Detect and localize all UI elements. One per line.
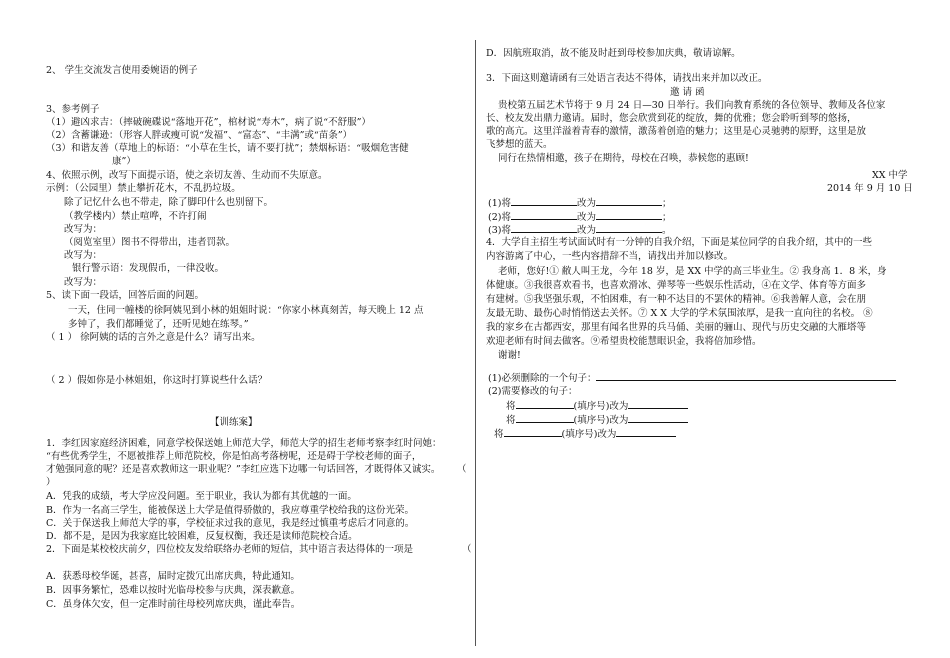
question-1-option-d: D．都不是，是因为我家庭比较困难，反复权衡，我还是读师范院校合适。 xyxy=(46,531,358,542)
fix-2-end: ； xyxy=(661,212,672,223)
question-1-line-2: “有些优秀学生，不愿被推荐上师范院校，你是怕高考落榜呢，还是碍于学校老师的面子， xyxy=(46,451,422,462)
training-heading: 【训练案】 xyxy=(210,417,258,428)
section-4-example-answer: 除了记忆什么也不带走，除了脚印什么也别留下。 xyxy=(64,197,274,208)
question-1-option-b: B．作为一名高三学生，能被保送上大学是值得骄傲的，我应尊重学校给我的这份光荣。 xyxy=(46,505,414,516)
self-intro-thanks: 谢谢! xyxy=(498,350,521,361)
fix-3-end: 。 xyxy=(661,225,672,236)
answer-paren-open: （ xyxy=(457,464,467,475)
invitation-title: 邀 请 函 xyxy=(670,87,705,98)
question-1-line-3: 才勉强同意的呢？还是喜欢教师这一职业呢？”李红应选下边哪一句话回答，才既得体又诚实。 xyxy=(46,464,441,475)
self-intro-2: 体健康。③我很喜欢看书，也喜欢滑冰、弹琴等一些娱乐性活动，④在文学、体育等方面多 xyxy=(486,280,867,291)
section-5-question-2: （ 2 ）假如你是小林姐姐，你这时打算说些什么话？ xyxy=(46,375,268,386)
question-2-paren: （ xyxy=(462,544,472,555)
section-4-example: 示例：（公园里）禁止攀折花木，不乱扔垃圾。 xyxy=(46,183,241,194)
prompt-1: （教学楼内）禁止喧哗，不许打闹 xyxy=(64,211,207,222)
fix-1-mid: 改为 xyxy=(576,198,596,209)
answer-delete-blank[interactable] xyxy=(596,371,896,381)
section-5-passage-2: 多钟了，我们都睡觉了，还听见她在练琴。” xyxy=(68,319,249,330)
invitation-body-1: 贵校第五届艺术节将于 9 月 24 日—30 日举行。我们向教育系统的各位领导、教师及各位家 xyxy=(498,100,886,111)
self-intro-4: 友最无助、最伤心时悄悄送去关怀。⑦ X X 大学的学术氛围浓厚，是我一直向往的名校。 ⑧ xyxy=(486,308,873,319)
question-2-option-c: C．虽身体欠安，但一定准时前往母校列席庆典，谨此奉告。 xyxy=(46,599,301,610)
modify-2-serial-label: (填序号)改为 xyxy=(573,415,629,426)
question-4-line-2: 内容游离了中心，一些内容措辞不当，请找出并加以修改。 xyxy=(486,251,734,262)
invitation-body-4: 飞梦想的蓝天。 xyxy=(486,139,553,150)
question-4-line-1: 4．大学自主招生考试面试时有一分钟的自我介绍，下面是某位同学的自我介绍，其中的一些 xyxy=(486,237,873,248)
section-3-heading: 3、参考例子 xyxy=(46,104,100,115)
answer-modify-line-3 xyxy=(494,427,676,441)
modify-3-serial-label: (填序号)改为 xyxy=(561,429,617,440)
prompt-3: 银行警示语：发现假币，一律没收。 xyxy=(72,263,225,274)
column-divider xyxy=(475,40,476,646)
fix-3-mid: 改为 xyxy=(576,225,596,236)
self-intro-6: 欢迎老师有时间去做客。⑨希望贵校能慧眼识金，我将倍加珍惜。 xyxy=(486,336,762,347)
answer-modify-line-1 xyxy=(506,399,688,413)
modify-2-prefix: 将 xyxy=(506,415,516,426)
fix-2-blank-a[interactable] xyxy=(511,210,577,220)
answer-modify-label: (2)需要修改的句子： xyxy=(488,386,578,397)
fix-2-blank-b[interactable] xyxy=(596,210,662,220)
example-item-3: （3）和谐友善（草地上的标语：“小草在生长，请不要打扰”；禁烟标语：“吸烟危害健 xyxy=(46,143,409,154)
prompt-2: （阅览室里）图书不得带出，违者罚款。 xyxy=(64,237,236,248)
fix-line-2 xyxy=(488,210,672,224)
rewrite-label-2: 改写为： xyxy=(64,250,103,261)
fix-3-prefix: (3)将 xyxy=(488,225,511,236)
fix-2-mid: 改为 xyxy=(576,212,596,223)
fix-2-prefix: (2)将 xyxy=(488,212,511,223)
example-item-2: （2）含蓄谦逊：（形容人胖或瘦可说“发福”、“富态”、“丰满”或“苗条”） xyxy=(46,130,353,141)
invitation-date: 2014 年 9 月 10 日 xyxy=(827,183,913,194)
self-intro-5: 我的家乡在古都西安，那里有闻名世界的兵马俑、美丽的骊山、现代与历史交融的大雁塔等 xyxy=(486,322,867,333)
modify-1-serial-label: (填序号)改为 xyxy=(573,401,629,412)
fix-3-blank-a[interactable] xyxy=(511,223,577,233)
self-intro-3: 有建树。⑤我坚强乐观，不怕困难，有一种不达目的不罢休的精神。⑥我善解人意，会在朋 xyxy=(486,294,867,305)
invitation-body-3: 歌的高亢。这里洋溢着青春的激情，激荡着创造的魅力；这里是心灵驰骋的原野，这里是放 xyxy=(486,126,867,137)
section-2-heading: 2、 学生交流发言使用委婉语的例子 xyxy=(46,65,198,76)
modify-1-text-blank[interactable] xyxy=(628,399,688,409)
modify-3-text-blank[interactable] xyxy=(616,427,676,437)
fix-1-blank-a[interactable] xyxy=(511,196,577,206)
answer-delete-line xyxy=(488,371,896,385)
invitation-signature: XX 中学 xyxy=(872,170,908,181)
answer-delete-label: (1)必须删除的一个句子： xyxy=(488,373,597,384)
question-2-option-a: A．获悉母校华诞，甚喜，届时定拨冗出席庆典，特此通知。 xyxy=(46,571,300,582)
section-4-heading: 4、依照示例，改写下面提示语，使之亲切友善、生动而不失原意。 xyxy=(46,170,328,181)
answer-paren-close: ） xyxy=(46,477,56,488)
modify-1-serial-blank[interactable] xyxy=(516,399,574,409)
invitation-body-2: 长、校友发出鼎力邀请。届时，您会欣赏到花的绽放，舞的优雅；您会聆听到琴的悠扬， xyxy=(486,113,857,124)
fix-1-blank-b[interactable] xyxy=(596,196,662,206)
invitation-body-5: 同行在热情相邀，孩子在期待，母校在召唤，恭候您的惠顾! xyxy=(498,153,749,164)
modify-3-serial-blank[interactable] xyxy=(504,427,562,437)
fix-line-3 xyxy=(488,223,672,237)
answer-modify-line-2 xyxy=(506,413,688,427)
question-1-line-1: 1．李红因家庭经济困难，同意学校保送她上师范大学，师范大学的招生老师考察李红时问她： xyxy=(46,438,442,449)
fix-3-blank-b[interactable] xyxy=(596,223,662,233)
section-5-heading: 5、读下面一段话，回答后面的问题。 xyxy=(46,290,205,301)
example-item-1: （1）避凶求吉：（摔破碗碟说“落地开花”，棺材说“寿木”，病了说“不舒服”） xyxy=(46,117,371,128)
modify-3-prefix: 将 xyxy=(494,429,504,440)
modify-2-serial-blank[interactable] xyxy=(516,413,574,423)
rewrite-label-3: 改写为： xyxy=(64,277,103,288)
modify-1-prefix: 将 xyxy=(506,401,516,412)
fix-1-prefix: (1)将 xyxy=(488,198,511,209)
question-2-stem: 2．下面是某校校庆前夕，四位校友发给联络办老师的短信，其中语言表达得体的一项是 xyxy=(46,544,414,555)
self-intro-1: 老师，您好!① 敝人叫王龙，今年 18 岁，是 XX 中学的高三毕业生。② 我身高 1．8 米，身 xyxy=(498,266,887,277)
fix-line-1 xyxy=(488,196,672,210)
question-1-option-c: C．关于保送我上师范大学的事，学校征求过我的意见，我是经过慎重考虑后才同意的。 xyxy=(46,518,415,529)
question-3-stem: 3．下面这则邀请函有三处语言表达不得体，请找出来并加以改正。 xyxy=(486,73,768,84)
section-5-passage-1: 一天，住同一幢楼的徐阿姨见到小林的姐姐时说：“你家小林真刻苦，每天晚上 12 点 xyxy=(68,305,424,316)
question-2-option-d: D．因航班取消，故不能及时赶到母校参加庆典，敬请谅解。 xyxy=(486,48,741,59)
fix-1-end: ； xyxy=(661,198,672,209)
rewrite-label-1: 改写为： xyxy=(64,224,103,235)
example-item-3-cont: 康”） xyxy=(112,156,136,167)
modify-2-text-blank[interactable] xyxy=(628,413,688,423)
question-2-option-b: B．因事务繁忙，恐难以按时光临母校参与庆典，深表歉意。 xyxy=(46,585,300,596)
question-1-option-a: A．凭我的成绩，考大学应没问题。至于职业，我认为都有其优越的一面。 xyxy=(46,491,357,502)
section-5-question-1: （ 1 ） 徐阿姨的话的言外之意是什么？请写出来。 xyxy=(46,332,261,343)
